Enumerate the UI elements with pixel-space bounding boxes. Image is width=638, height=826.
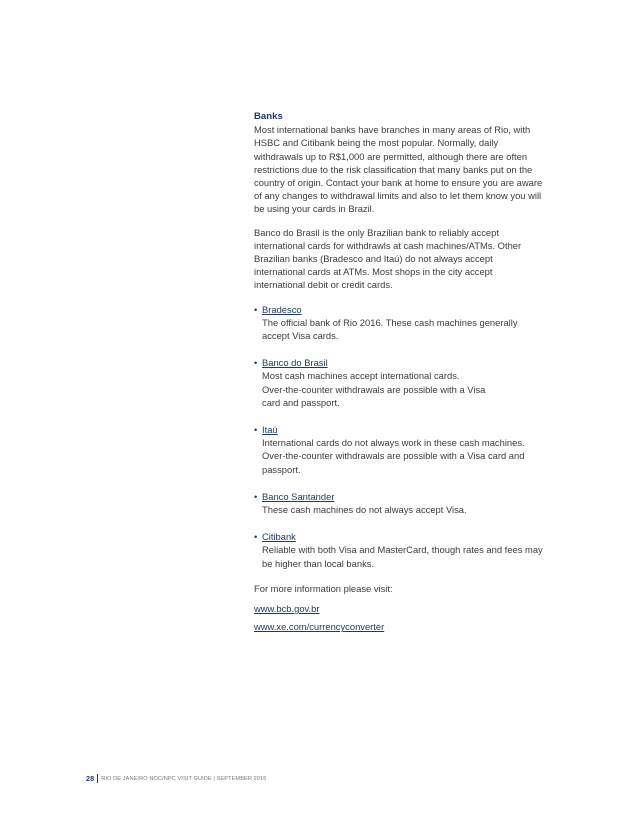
bullet-icon: • [254,357,258,369]
intro-paragraph: Most international banks have branches in many areas of Rio, with HSBC and Citibank being the most popular. Normally, daily withdrawals up to R$1,000 are permitted, although there are often restrictions due to the risk classification that many banks put on the country of origin. Contact your bank at home to ensure you are aware of any changes to withdrawal limits and also to let them know you will be using your cards in Brazil. [254,124,543,215]
bullet-icon: • [254,531,258,543]
bank-description: These cash machines do not always accept Visa. [262,504,467,516]
bank-item-banco-santander [254,490,544,516]
bank-description: The official bank of Rio 2016. These cash machines generally accept Visa cards. [262,316,518,342]
spacer [254,292,544,303]
footer-text: RIO DE JANEIRO NOC/NPC VISIT GUIDE | SEPTEMBER 2015 [101,775,267,782]
page-number: 28 [86,774,95,783]
footer-divider [97,774,98,783]
bank-link-banco-do-brasil[interactable]: Banco do Brasil [262,357,328,369]
bank-link-banco-santander[interactable]: Banco Santander [262,490,335,502]
bank-description: Reliable with both Visa and MasterCard, though rates and fees may be higher than local banks. [262,544,543,569]
link-bcb[interactable]: www.bcb.gov.br [254,603,320,615]
bank-link-bradesco[interactable]: Bradesco [262,303,302,315]
bank-description: Most cash machines accept international cards. Over-the-counter withdrawals are possible with a Visa card and passport. [262,370,486,408]
link-xe-currency-converter[interactable]: www.xe.com/currencyconverter [254,621,385,633]
section-heading: Banks [254,111,283,122]
bank-description: International cards do not always work in these cash machines. Over-the-counter withdrawals are possible with a Visa card and passport. [262,437,525,475]
bank-link-itau[interactable]: Itaú [262,424,278,436]
bank-item-citibank [254,530,544,570]
bank-item-bradesco [254,303,544,343]
bank-item-itau [254,423,544,476]
bullet-icon: • [254,303,258,315]
bank-link-citibank[interactable]: Citibank [262,531,296,543]
more-info-text: For more information please visit: [254,582,393,594]
bullet-icon: • [254,424,258,436]
banks-section [254,110,544,634]
bank-item-banco-do-brasil [254,356,544,409]
bullet-icon: • [254,490,258,502]
page-footer [86,774,267,783]
brazil-banks-paragraph: Banco do Brasil is the only Brazilian bank to reliably accept international cards for withdrawls at cash machines/ATMs. Other Brazilian banks (Bradesco and Itaú) do not always accept international cards at ATMs. Most shops in the city accept international debit or credit cards. [254,226,522,291]
spacer [254,216,544,226]
